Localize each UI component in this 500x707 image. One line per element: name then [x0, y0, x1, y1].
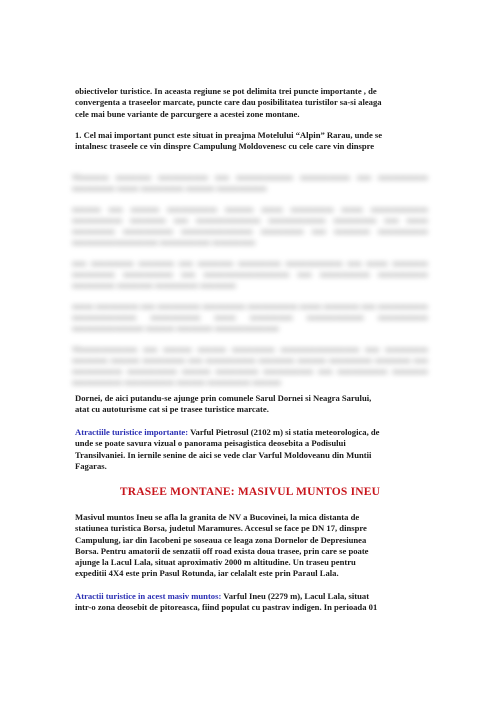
attractions-paragraph [75, 427, 427, 472]
attractions-label: Atractiile turistice importante: [75, 427, 189, 437]
ineu-attractions-paragraph [75, 591, 427, 614]
continued-line: atat cu autoturisme cat si pe trasee turistice marcate. [75, 404, 269, 415]
attractions-line: Transilvaniei. In iernile senine de aici se vede clar Varful Moldoveanu din Muntii [75, 449, 372, 460]
ineu-line: expeditii 4X4 este prin Pasul Rotunda, iar celalalt este prin Paraul Lala. [75, 568, 339, 579]
ineu-attractions-line: Varful Ineu (2279 m), Lacul Lala, situat [221, 591, 370, 601]
ineu-line: ajunge la Lacul Lala, situat aproximativ 2000 m altitudine. Un traseu pentru [75, 557, 356, 568]
section-heading: TRASEE MONTANE: MASIVUL MUNTOS INEU [119, 486, 381, 498]
intro-line: convergenta a traseelor marcate, puncte care dau posibilitatea turistilor sa-si aleaga [75, 97, 382, 108]
continued-paragraph [75, 393, 427, 416]
blurred-preview-region: Mmmmm mmmmm mmmmmmm mm mmmmmmmm mmmmmmm mm mmmmmmm mmmmmm mmm mmmmmm mmmm mmmmmmm mmmm mm mmmm mmmmmmm mmmm mmm mmmmmm mmm mmmmmmmm mmmmmmm mmmmm mm mmmmmmmmm mmmmmmmm mmmmmm mm mmm mmmmmm mmmmmmm mmmmmmmmmm mmmmmm mm mmmmm mmmmmmm mmmmmmmmmmmm mmmmmmm mmmmmm mm mmmmmm mmmmm mm mmmmm mmmmmm mmmmmmmm mm mmm mmmmm mmmmmm mmmmmmm mm mmmmmmmmmmmm mm mmmmmmm mmmmmmm mmmmmm mmmmm mmmmmm mmmmm mmm mmmmmm mm mmmmmm mmmmmm mmmmmmm mmm mmmmm mm mmmmmmm mmmmmmmmm mmmmmmm mmm mmmmmm mmmmmmmm mmmmmmm mmmmmmmmmm mmmm mmmmm mmmmmmmmm Mmmmmmmmm mm mmmm mmmm mmmmmm mmmmmmmmmmm mm mmmmmm mmmmm mmmm mmmmmm mm mmmmmmm mmmmm mmmm mmmmmm mmmmm mm mmmmmmm mmmmmmm mmmm mmmmmm mmmmmmm mm mmmmmmm mmmmm mmmmmmm mmmmmmm mmmm mmmmmm mmmm [72, 172, 428, 388]
intro-line: obiectivelor turistice. In aceasta regiune se pot delimita trei puncte importante , de [75, 86, 377, 96]
ineu-attractions-line: intr-o zona deosebit de pitoreasca, fiind populat cu pastrav indigen. In perioada 01 [75, 602, 378, 613]
continued-line: Dornei, de aici putandu-se ajunge prin comunele Sarul Dornei si Neagra Sarului, [75, 393, 372, 403]
intro-line: cele mai bune variante de parcurgere a acestei zone montane. [75, 108, 300, 119]
point-1-line: intalnesc traseele ce vin dinspre Campulung Moldovenesc cu cele care vin dinspre [75, 141, 375, 152]
ineu-line: Campulung, iar din Iacobeni pe soseaua ce leaga zona Dornelor de Depresiunea [75, 534, 367, 545]
attractions-line: Varful Pietrosul (2102 m) si statia meteorologica, de [188, 427, 380, 437]
attractions-line: Fagaras. [75, 460, 107, 471]
ineu-line: Borsa. Pentru amatorii de senzatii off road exista doua trasee, prin care se poate [75, 545, 369, 556]
ineu-line: Masivul muntos Ineu se afla la granita de NV a Bucovinei, la mica distanta de [75, 512, 360, 522]
ineu-line: statiunea turistica Borsa, judetul Maramures. Accesul se face pe DN 17, dinspre [75, 523, 367, 534]
ineu-paragraph [75, 512, 427, 580]
point-1-line: 1. Cel mai important punct este situat in preajma Motelului “Alpin” Rarau, unde se [75, 130, 383, 140]
attractions-line: unde se poate savura vizual o panorama peisagistica deosebita a Podisului [75, 438, 346, 449]
point-1-paragraph [75, 130, 427, 153]
ineu-attractions-label: Atractii turistice in acest masiv muntos: [75, 591, 222, 601]
intro-paragraph [75, 86, 427, 120]
